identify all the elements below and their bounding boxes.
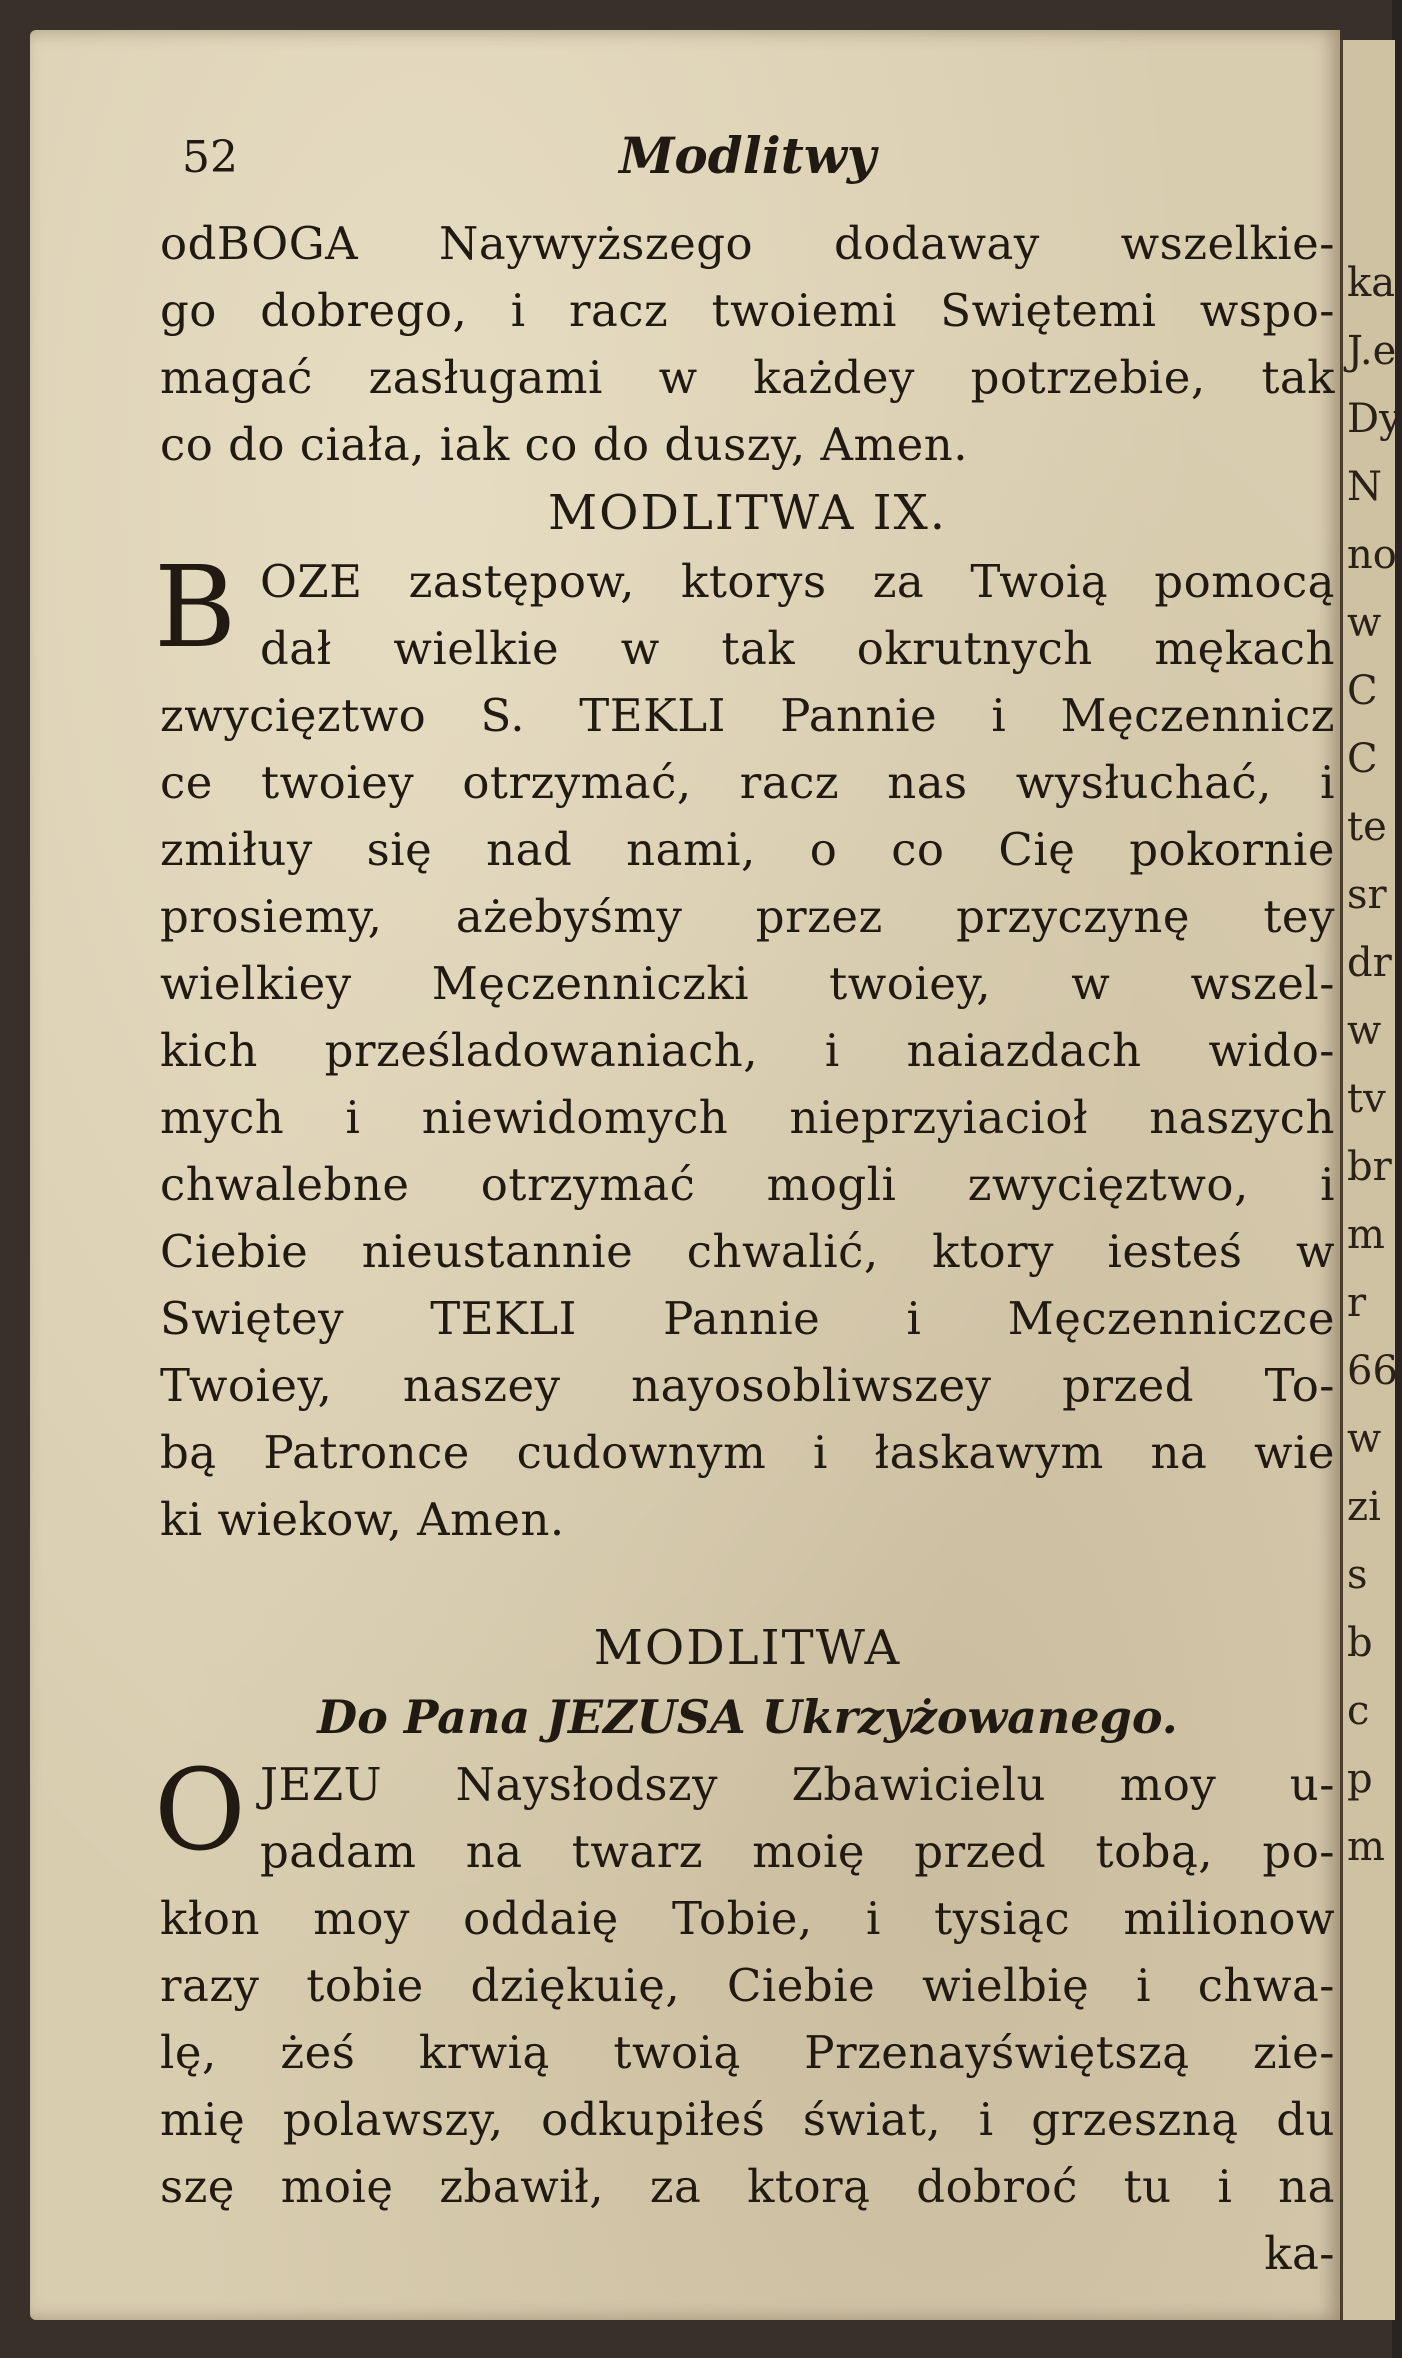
text-line: go dobrego, i racz twoiemi Swiętemi wspo- [160, 284, 1335, 337]
text-line: wielkiey Męczenniczki twoiey, w wszel- [160, 957, 1335, 1010]
text-line: Ciebie nieustannie chwalić, ktory iesteś w [160, 1225, 1335, 1278]
adjacent-page-fragment: tv [1347, 1076, 1386, 1122]
text-line: chwalebne otrzymać mogli zwycięztwo, i [160, 1158, 1335, 1211]
page-header [160, 120, 1335, 210]
adjacent-page-fragment: Dy [1347, 396, 1402, 442]
adjacent-page-fragment: N [1347, 464, 1382, 510]
adjacent-page-fragment: 66 [1347, 1348, 1398, 1394]
text-line: dał wielkie w tak okrutnych mękach [260, 622, 1335, 675]
prayer-ix-body [154, 543, 1335, 1553]
prayer-jesus-body [154, 1746, 1335, 2287]
text-line: magać zasługami w każdey potrzebie, tak [160, 351, 1335, 404]
text-line: Twoiey, naszey nayosobliwszey przed To- [160, 1359, 1335, 1412]
text-line: razy tobie dziękuię, Ciebie wielbię i chwa- [160, 1959, 1335, 2012]
adjacent-page-fragment: ka [1347, 260, 1396, 306]
page-text [154, 120, 1335, 2287]
adjacent-page-fragment: w [1347, 1416, 1382, 1462]
text-line: kłon moy oddaię Tobie, i tysiąc milionow [160, 1892, 1335, 1945]
adjacent-page-edge [1340, 40, 1402, 2320]
drop-cap: B [154, 543, 237, 673]
text-line: OZE zastępow, ktorys za Twoią pomocą [260, 555, 1335, 608]
adjacent-page-fragment: c [1347, 1688, 1370, 1734]
text-line: mię polawszy, odkupiłeś świat, i grzeszną du [160, 2093, 1335, 2146]
adjacent-page-fragment: zi [1347, 1484, 1381, 1530]
adjacent-page-fragment: dr [1347, 940, 1392, 986]
catchword: ka- [1264, 2227, 1335, 2280]
adjacent-page-fragment: te [1347, 804, 1387, 850]
text-line: zmiłuy się nad nami, o co Cię pokornie [160, 823, 1335, 876]
text-line: co do ciała, iak co do duszy, Amen. [160, 418, 969, 471]
text-line: bą Patronce cudownym i łaskawym na wie [160, 1426, 1335, 1479]
prayer-heading: MODLITWA IX. [547, 485, 948, 541]
adjacent-page-fragment: w [1347, 1008, 1382, 1054]
text-line: ki wiekow, Amen. [160, 1493, 565, 1546]
adjacent-page-fragment: m [1347, 1212, 1385, 1258]
adjacent-page-fragment: r [1347, 1280, 1367, 1326]
text-line: szę moię zbawił, za ktorą dobroć tu i na [160, 2160, 1335, 2213]
text-line: mych i niewidomych nieprzyiacioł naszych [160, 1091, 1335, 1144]
adjacent-page-fragment: br [1347, 1144, 1392, 1190]
adjacent-page-fragment: C [1347, 736, 1378, 782]
adjacent-page-fragment: J.e [1347, 328, 1397, 374]
section-gap [160, 1553, 1335, 1613]
text-line: ce twoiey otrzymać, racz nas wysłuchać, i [160, 756, 1335, 809]
text-line: padam na twarz moię przed tobą, po- [260, 1825, 1335, 1878]
text-line: prosiemy, ażebyśmy przez przyczynę tey [160, 890, 1335, 943]
text-line: kich prześladowaniach, i naiazdach wido- [160, 1024, 1335, 1077]
text-line: odBOGA Naywyższego dodaway wszelkie- [160, 217, 1335, 270]
text-line: zwycięztwo S. TEKLI Pannie i Męczennicz [160, 689, 1335, 742]
intro-paragraph [160, 210, 1335, 478]
adjacent-page-fragment: m [1347, 1824, 1385, 1870]
text-line: JEZU Naysłodszy Zbawicielu moy u- [260, 1758, 1335, 1811]
adjacent-page-fragment: w [1347, 600, 1382, 646]
prayer-heading: MODLITWA [593, 1620, 902, 1676]
drop-cap: O [154, 1746, 246, 1876]
adjacent-page-fragment: s [1347, 1552, 1368, 1598]
adjacent-page-fragment: b [1347, 1620, 1373, 1666]
adjacent-page-fragment: p [1347, 1756, 1373, 1802]
page-number: 52 [182, 132, 238, 183]
prayer-subheading: Do Pana JEZUSA Ukrzyżowanego. [317, 1690, 1178, 1744]
text-line: lę, żeś krwią twoią Przenayświętszą zie- [160, 2026, 1335, 2079]
adjacent-page-fragment: C [1347, 668, 1378, 714]
running-title: Modlitwy [619, 126, 876, 185]
adjacent-page-fragment: no [1347, 532, 1397, 578]
adjacent-page-fragment: sr [1347, 872, 1387, 918]
text-line: Swiętey TEKLI Pannie i Męczenniczce [160, 1292, 1335, 1345]
